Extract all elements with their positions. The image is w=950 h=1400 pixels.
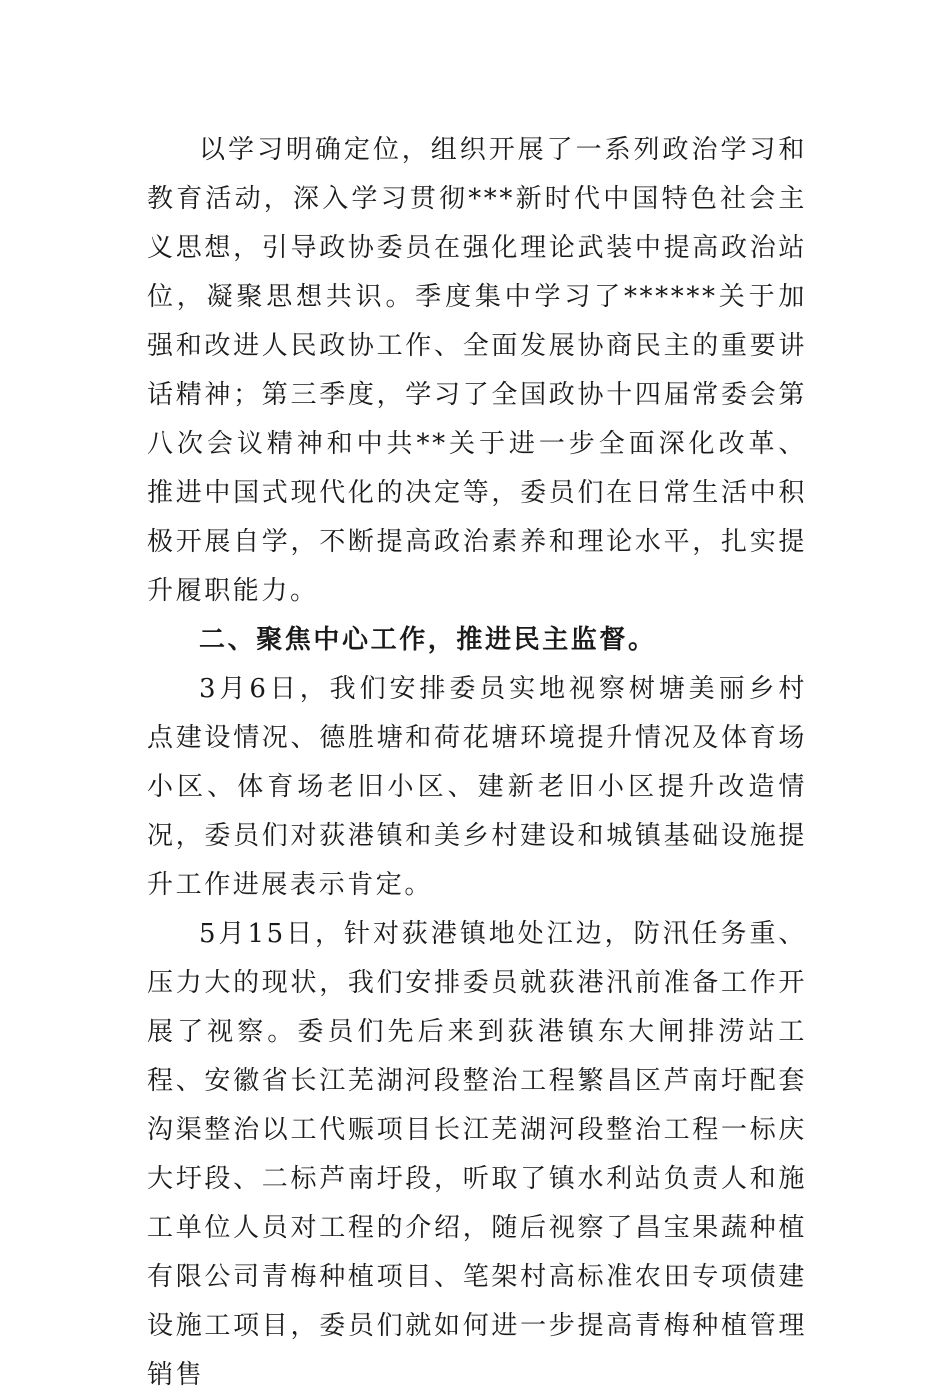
paragraph-may-flood-inspection: 5月15日，针对荻港镇地处江边，防汛任务重、压力大的现状，我们安排委员就荻港汛前准备工作开展了视察。委员们先后来到荻港镇东大闸排涝站工程、安徽省长江芜湖河段整治工程繁昌区芦南圩配套沟渠整治以工代赈项目长江芜湖河段整治工程一标庆大圩段、二标芦南圩段，听取了镇水利站负责人和施工单位人员对工程的介绍，随后视察了昌宝果蔬种植有限公司青梅种植项目、笔架村高标准农田专项债建设施工项目，委员们就如何进一步提高青梅种植管理销售 xyxy=(147,919,807,1390)
paragraph-march-inspection: 3月6日，我们安排委员实地视察树塘美丽乡村点建设情况、德胜塘和荷花塘环境提升情况及体育场小区、体育场老旧小区、建新老旧小区提升改造情况，委员们对荻港镇和美乡村建设和城镇基础设施提升工作进展表示肯定。 xyxy=(147,674,807,900)
document-body xyxy=(147,126,807,1400)
paragraph-political-study: 以学习明确定位，组织开展了一系列政治学习和教育活动，深入学习贯彻***新时代中国特色社会主义思想，引导政协委员在强化理论武装中提高政治站位，凝聚思想共识。季度集中学习了******关于加强和改进人民政协工作、全面发展协商民主的重要讲话精神；第三季度，学习了全国政协十四届常委会第八次会议精神和中共**关于进一步全面深化改革、推进中国式现代化的决定等，委员们在日常生活中积极开展自学，不断提高政治素养和理论水平，扎实提升履职能力。 xyxy=(147,135,807,606)
section-heading-democratic-supervision: 二、聚焦中心工作，推进民主监督。 xyxy=(199,625,657,655)
